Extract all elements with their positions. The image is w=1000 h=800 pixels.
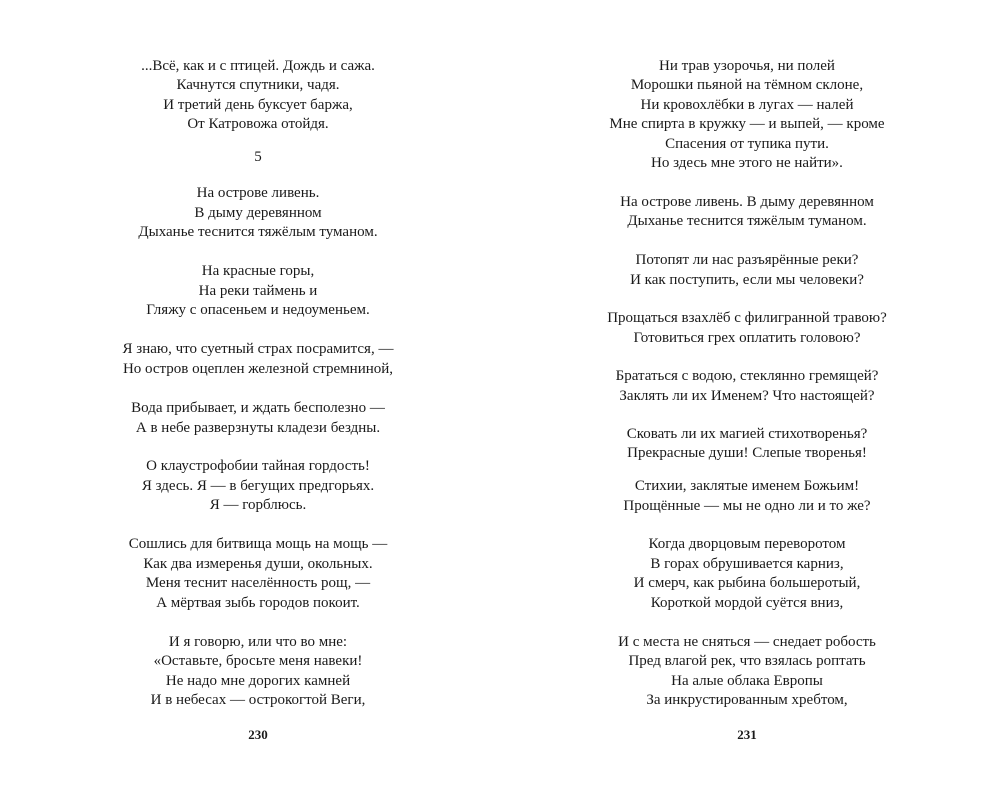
poem-line: На острове ливень. В дыму деревянном xyxy=(620,194,874,210)
poem-line: И я говорю, или что во мне: xyxy=(168,634,348,650)
poem-line: Дыханье теснится тяжёлым туманом. xyxy=(138,224,378,240)
poem-line: Вода прибывает, и ждать бесполезно — xyxy=(131,400,385,416)
poem-line: Мне спирта в кружку — и выпей, — кроме xyxy=(609,116,885,132)
poem-line: Сошлись для битвища мощь на мощь — xyxy=(128,536,388,552)
poem-line: Прощаться взахлёб с филигранной травою? xyxy=(607,310,887,326)
poem-line: Качнутся спутники, чадя. xyxy=(176,77,340,93)
poem-line: От Катровожа отойдя. xyxy=(187,116,329,132)
poem-line: Пред влагой рек, что взялась роптать xyxy=(628,653,866,669)
poem-line: Я — горблюсь. xyxy=(209,497,307,513)
poem-line: Ни кровохлёбки в лугах — налей xyxy=(640,97,854,113)
poem-line: Дыханье теснится тяжёлым туманом. xyxy=(627,213,867,229)
poem-line: И смерч, как рыбина большеротый, xyxy=(633,575,861,591)
poem-line: Я здесь. Я — в бегущих предгорьях. xyxy=(141,478,375,494)
poem-line: В дыму деревянном xyxy=(194,205,322,221)
poem-line: Но остров оцеплен железной стремниной, xyxy=(122,361,394,377)
poem-line: На острове ливень. xyxy=(196,185,320,201)
poem-line: Потопят ли нас разъярённые реки? xyxy=(635,252,859,268)
poem-line: Прекрасные души! Слепые творенья! xyxy=(627,445,867,461)
poem-line: На красные горы, xyxy=(201,263,315,279)
poem-line: Я знаю, что суетный страх посрамится, — xyxy=(122,341,394,357)
poem-line: Стихии, заклятые именем Божьим! xyxy=(634,478,860,494)
poem-line: О клаустрофобии тайная гордость! xyxy=(146,458,370,474)
poem-line: Ни трав узорочья, ни полей xyxy=(659,58,835,74)
poem-line: Прощённые — мы не одно ли и то же? xyxy=(623,498,871,514)
poem-line: «Оставьте, бросьте меня навеки! xyxy=(153,653,363,669)
poem-line: В горах обрушивается карниз, xyxy=(650,556,844,572)
poem-line: Готовиться грех оплатить головою? xyxy=(633,330,861,346)
poem-line: Не надо мне дорогих камней xyxy=(165,673,351,689)
poem-line: На реки таймень и xyxy=(198,283,318,299)
poem-line: И третий день буксует баржа, xyxy=(163,97,353,113)
poem-line: ...Всё, как и с птицей. Дождь и сажа. xyxy=(141,58,375,74)
poem-line: А в небе разверзнуты кладези бездны. xyxy=(135,420,381,436)
poem-line: На алые облака Европы xyxy=(671,673,823,689)
poem-line: Как два измеренья души, окольных. xyxy=(143,556,373,572)
poem-line: Меня теснит населённость рощ, — xyxy=(145,575,371,591)
poem-line: За инкрустированным хребтом, xyxy=(646,692,848,708)
section-number: 5 xyxy=(254,149,262,165)
poem-line: Сковать ли их магией стихотворенья? xyxy=(626,426,868,442)
right-page xyxy=(500,0,1000,800)
page-number-right: 231 xyxy=(737,727,757,742)
poem-line: Когда дворцовым переворотом xyxy=(648,536,846,552)
poem-line: И в небесах — острокогтой Веги, xyxy=(150,692,366,708)
poem-line: И с места не сняться — снедает робость xyxy=(618,634,876,650)
poem-line: Морошки пьяной на тёмном склоне, xyxy=(630,77,864,93)
poem-line: А мёртвая зыбь городов покоит. xyxy=(156,595,360,611)
poem-line: Короткой мордой суётся вниз, xyxy=(650,595,844,611)
poem-line: И как поступить, если мы человеки? xyxy=(630,272,864,288)
poem-line: Брататься с водою, стеклянно гремящей? xyxy=(615,368,879,384)
poem-line: Спасения от тупика пути. xyxy=(665,136,829,152)
poem-line: Но здесь мне этого не найти». xyxy=(651,155,843,171)
page-number-left: 230 xyxy=(248,727,268,742)
poem-line: Заклять ли их Именем? Что настоящей? xyxy=(619,388,875,404)
poem-line: Гляжу с опасеньем и недоуменьем. xyxy=(146,302,370,318)
